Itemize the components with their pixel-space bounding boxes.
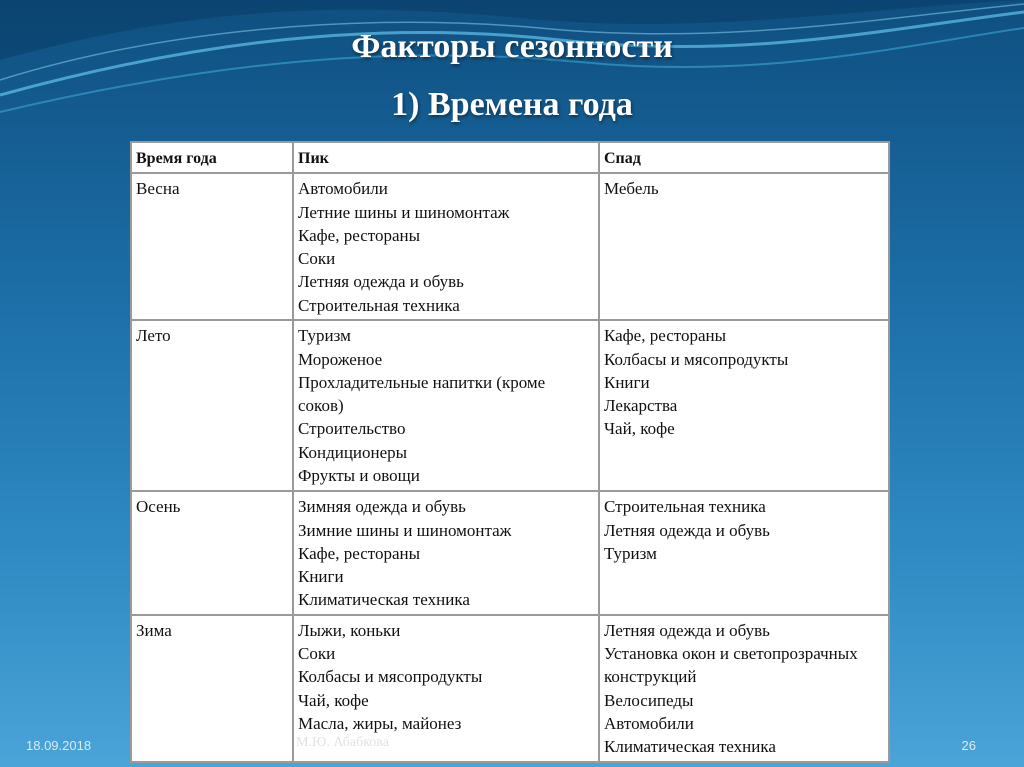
- peak-cell: [293, 320, 599, 491]
- table-row-winter: [131, 615, 889, 762]
- decline-item: Летняя одежда и обувь: [604, 620, 770, 640]
- peak-item: Туризм: [298, 326, 351, 346]
- table-row-spring: [131, 173, 889, 320]
- decline-item: Чай, кофе: [604, 419, 675, 439]
- peak-cell: [293, 173, 599, 320]
- peak-item: Соки: [298, 644, 336, 664]
- decline-item: Лекарства: [604, 396, 678, 416]
- footer-date: 18.09.2018: [26, 738, 92, 753]
- table-header-row: [131, 142, 889, 173]
- peak-item: Прохладительные напитки (кроме соков): [298, 372, 546, 416]
- header-season: Время года: [131, 142, 293, 173]
- season-cell: Весна: [131, 173, 293, 320]
- slide-subtitle: 1) Времена года: [391, 86, 633, 123]
- footer-author: М.Ю. Абабкова: [296, 735, 389, 750]
- peak-item: Колбасы и мясопродукты: [298, 667, 483, 687]
- peak-item: Книги: [298, 567, 344, 587]
- decline-item: Мебель: [604, 179, 659, 199]
- decline-cell: [599, 320, 889, 491]
- decline-item: Кафе, рестораны: [604, 326, 727, 346]
- decline-item: Климатическая техника: [604, 737, 776, 757]
- page-number: 26: [961, 738, 976, 753]
- decline-item: Строительная техника: [604, 497, 766, 517]
- decline-item: Автомобили: [604, 713, 694, 733]
- slide-title: Факторы сезонности: [351, 28, 673, 65]
- table-row-autumn: [131, 491, 889, 614]
- peak-item: Кафе, рестораны: [298, 225, 421, 245]
- peak-item: Кафе, рестораны: [298, 543, 421, 563]
- table-row-summer: [131, 320, 889, 491]
- decline-item: Туризм: [604, 543, 657, 563]
- season-cell: Осень: [131, 491, 293, 614]
- peak-item: Чай, кофе: [298, 690, 369, 710]
- decline-cell: [599, 173, 889, 320]
- peak-item: Строительная техника: [298, 295, 460, 315]
- peak-item: Соки: [298, 249, 336, 269]
- peak-item: Зимняя одежда и обувь: [298, 497, 466, 517]
- peak-item: Зимние шины и шиномонтаж: [298, 520, 512, 540]
- decline-item: Установка окон и светопрозрачных конструкций: [604, 644, 858, 687]
- decline-item: Книги: [604, 372, 650, 392]
- peak-item: Строительство: [298, 419, 406, 439]
- peak-item: Кондиционеры: [298, 442, 408, 462]
- seasonality-table: [130, 141, 890, 763]
- peak-item: Автомобили: [298, 179, 388, 199]
- peak-item: Летняя одежда и обувь: [298, 272, 464, 292]
- peak-item: Мороженое: [298, 349, 383, 369]
- header-peak: Пик: [293, 142, 599, 173]
- decline-item: Летняя одежда и обувь: [604, 520, 770, 540]
- season-cell: Лето: [131, 320, 293, 491]
- decline-cell: [599, 615, 889, 762]
- peak-item: Масла, жиры, майонез: [298, 713, 462, 733]
- decline-item: Велосипеды: [604, 690, 694, 710]
- peak-cell: [293, 491, 599, 614]
- peak-item: Фрукты и овощи: [298, 466, 420, 486]
- peak-item: Лыжи, коньки: [298, 620, 401, 640]
- decline-item: Колбасы и мясопродукты: [604, 349, 789, 369]
- peak-item: Климатическая техника: [298, 590, 470, 610]
- peak-item: Летние шины и шиномонтаж: [298, 202, 510, 222]
- header-decline: Спад: [599, 142, 889, 173]
- season-cell: Зима: [131, 615, 293, 762]
- decline-cell: [599, 491, 889, 614]
